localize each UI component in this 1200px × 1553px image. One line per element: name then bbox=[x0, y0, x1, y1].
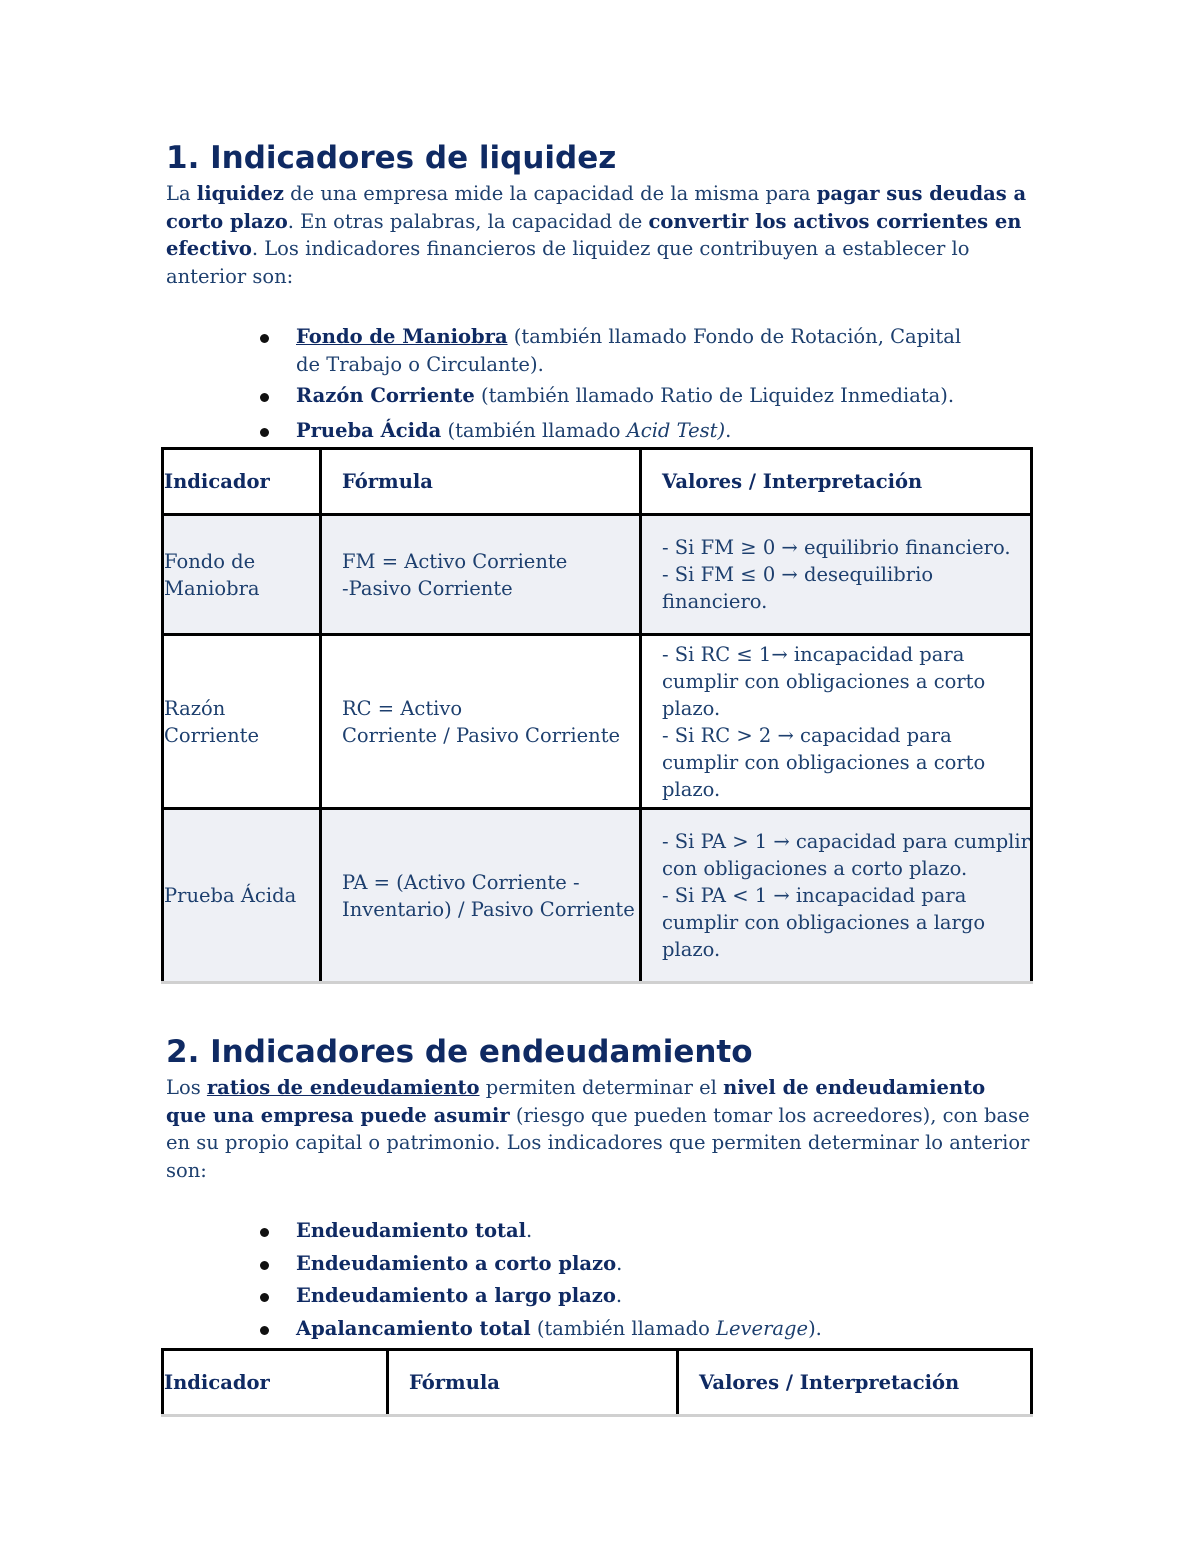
list-item: Fondo de Maniobra (también llamado Fondo de Rotación, Capital de Trabajo o Circulante). bbox=[166, 323, 986, 378]
header-valores: Valores / Interpretación bbox=[678, 1350, 1032, 1416]
list-item: Endeudamiento a corto plazo. bbox=[166, 1250, 986, 1278]
list-item: Endeudamiento total. bbox=[166, 1217, 986, 1245]
ratios-endeudamiento-link[interactable]: ratios de endeudamiento bbox=[206, 1076, 480, 1099]
bullet-icon bbox=[260, 428, 269, 437]
table-header-row bbox=[163, 1350, 1032, 1416]
cell-values: - Si FM ≥ 0 → equilibrio financiero. - Si FM ≤ 0 → desequilibrio financiero. bbox=[641, 515, 1032, 635]
header-formula: Fórmula bbox=[388, 1350, 678, 1416]
fondo-maniobra-link[interactable]: Fondo de Maniobra bbox=[296, 325, 508, 348]
list-item: Prueba Ácida (también llamado Acid Test). bbox=[166, 417, 986, 445]
section1-intro: La liquidez de una empresa mide la capacidad de la misma para pagar sus deudas a corto plazo. En otras palabras, la capacidad de convertir los activos corrientes en efectivo. Los indicadores financieros de liquidez que contribuyen a establecer lo anterior son: bbox=[166, 182, 1027, 288]
table-row bbox=[163, 515, 1032, 635]
section2-title: 2. Indicadores de endeudamiento bbox=[166, 1034, 753, 1070]
header-indicador: Indicador bbox=[163, 1350, 388, 1416]
bullet-icon bbox=[260, 1261, 269, 1270]
cell-indicator: Fondo de Maniobra bbox=[163, 515, 321, 635]
table-row bbox=[163, 809, 1032, 983]
debt-table bbox=[161, 1348, 1033, 1417]
list-item: Razón Corriente (también llamado Ratio de Liquidez Inmediata). bbox=[166, 382, 986, 410]
section2-intro: Los ratios de endeudamiento permiten determinar el nivel de endeudamiento que una empresa puede asumir (riesgo que pueden tomar los acreedores), con base en su propio capital o patrimonio. Los indicadores que permiten determinar lo anterior son: bbox=[166, 1076, 1030, 1182]
cell-values: - Si PA > 1 → capacidad para cumplir con obligaciones a corto plazo. - Si PA < 1 → incapacidad para cumplir con obligaciones a largo plazo. bbox=[641, 809, 1032, 983]
cell-formula: FM = Activo Corriente -Pasivo Corriente bbox=[321, 515, 641, 635]
cell-indicator: Razón Corriente bbox=[163, 635, 321, 809]
bullet-icon bbox=[260, 393, 269, 402]
document-page bbox=[166, 138, 1032, 1417]
table-row bbox=[163, 635, 1032, 809]
bullet-icon bbox=[260, 1326, 269, 1335]
header-indicador: Indicador bbox=[163, 449, 321, 515]
bullet-icon bbox=[260, 334, 269, 343]
header-formula: Fórmula bbox=[321, 449, 641, 515]
cell-indicator: Prueba Ácida bbox=[163, 809, 321, 983]
section2-bullet-list bbox=[166, 1217, 1032, 1342]
section1-bullet-list bbox=[166, 323, 1032, 444]
bullet-icon bbox=[260, 1293, 269, 1302]
liquidity-table bbox=[161, 447, 1033, 984]
section1-title: 1. Indicadores de liquidez bbox=[166, 140, 617, 176]
cell-values: - Si RC ≤ 1→ incapacidad para cumplir con obligaciones a corto plazo. - Si RC > 2 → capacidad para cumplir con obligaciones a corto plazo. bbox=[641, 635, 1032, 809]
list-item: Apalancamiento total (también llamado Leverage). bbox=[166, 1315, 986, 1343]
bullet-icon bbox=[260, 1228, 269, 1237]
table-header-row bbox=[163, 449, 1032, 515]
cell-formula: PA = (Activo Corriente - Inventario) / Pasivo Corriente bbox=[321, 809, 641, 983]
cell-formula: RC = Activo Corriente / Pasivo Corriente bbox=[321, 635, 641, 809]
header-valores: Valores / Interpretación bbox=[641, 449, 1032, 515]
list-item: Endeudamiento a largo plazo. bbox=[166, 1282, 986, 1310]
